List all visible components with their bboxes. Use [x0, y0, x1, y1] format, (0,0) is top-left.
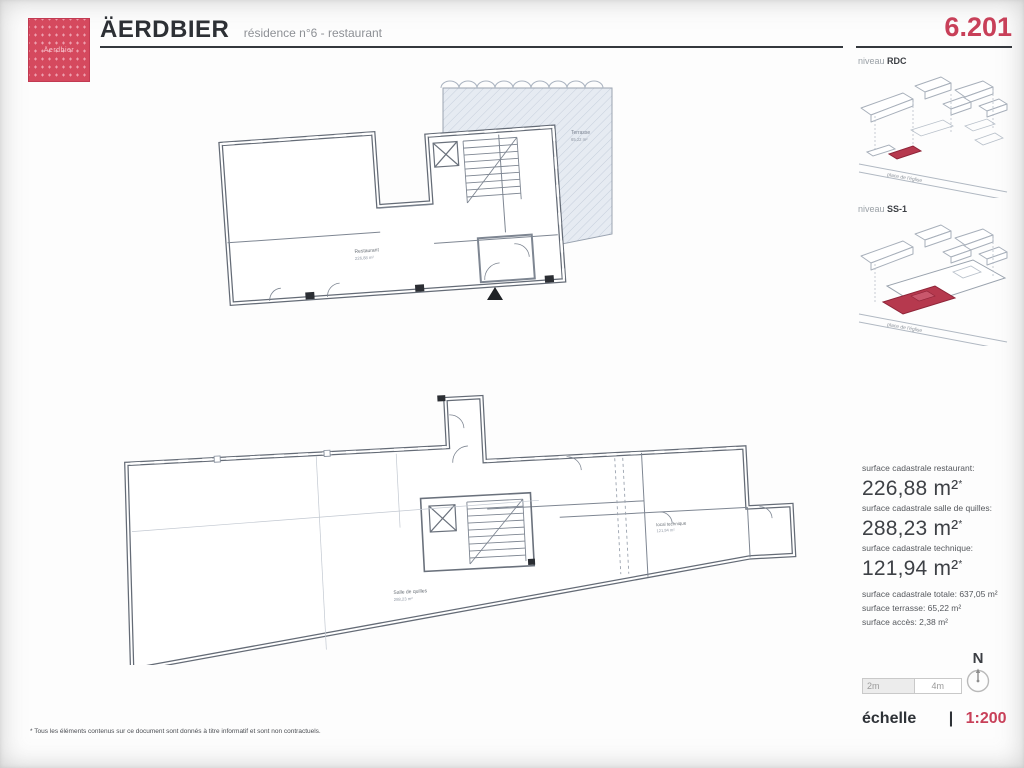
- minimap-rdc-axonometric: [855, 66, 1015, 198]
- surface-value-restaurant: 226,88 m²*: [862, 477, 963, 500]
- room-area-technique: 121,94 m²: [656, 527, 675, 534]
- page-subtitle: résidence n°6 - restaurant: [243, 26, 383, 40]
- echelle-ratio: 1:200: [965, 710, 1007, 727]
- sheet-number: 6.201: [944, 12, 1012, 42]
- terrace-label: Terrasse: [571, 130, 591, 136]
- page-title: ÄERDBIER: [100, 16, 230, 43]
- room-label-technique: local technique: [656, 520, 687, 528]
- surface-totals: [862, 589, 1017, 627]
- street-label: place de l'église: [886, 172, 923, 185]
- room-label-restaurant: Restaurant: [354, 247, 380, 255]
- surface-label: surface cadastrale restaurant:: [862, 463, 975, 473]
- compass-icon: [963, 666, 993, 694]
- minimap-ss1-label: niveau SS-1: [858, 204, 908, 214]
- aerdbier-logo: [28, 18, 90, 82]
- ss1-building: [119, 385, 799, 665]
- surface-summary: [862, 460, 1017, 627]
- header: [100, 16, 845, 44]
- minimap-rdc-label: niveau RDC: [858, 56, 907, 66]
- scale-caption: [862, 710, 1017, 728]
- terrace-area-value: 65,22 m²: [571, 137, 588, 142]
- surface-total: surface cadastrale totale: 637,05 m²: [862, 589, 998, 599]
- entrance-marker: [487, 287, 503, 300]
- header-rule-left: [100, 46, 843, 48]
- minimap-ss1-axonometric: [855, 214, 1015, 346]
- surface-label: surface cadastrale technique:: [862, 543, 974, 553]
- tree-line: [441, 81, 603, 88]
- scale-segment-2m: 2m: [863, 679, 915, 693]
- echelle-label: échelle: [862, 710, 917, 727]
- north-label: N: [972, 650, 984, 667]
- floorplan-ss1: [100, 385, 800, 665]
- disclaimer-footnote: * Tous les éléments contenus sur ce document sont donnés à titre informatif et sont non contractuels.: [30, 728, 321, 735]
- north-indicator: [962, 652, 994, 699]
- street-label: place de l'église: [886, 322, 923, 335]
- room-area-salle-de-quilles: 288,23 m²: [393, 596, 413, 603]
- echelle-separator: |: [948, 710, 954, 727]
- room-label-salle-de-quilles: Salle de quilles: [393, 588, 428, 597]
- surface-label: surface cadastrale salle de quilles:: [862, 503, 992, 513]
- graphic-scale-bar: [862, 678, 962, 694]
- surface-value-technique: 121,94 m²*: [862, 557, 963, 580]
- header-rule-right: [856, 46, 1012, 48]
- floorplan-rdc: [205, 78, 655, 328]
- scale-segment-4m: 4m: [915, 679, 962, 693]
- logo-text: Äerdbier: [43, 46, 75, 54]
- surface-terrasse: surface terrasse: 65,22 m²: [862, 603, 962, 613]
- room-area-restaurant: 226,88 m²: [354, 254, 374, 261]
- surface-value-quilles: 288,23 m²*: [862, 517, 963, 540]
- rdc-building: [221, 121, 564, 305]
- surface-acces: surface accès: 2,38 m²: [862, 617, 948, 627]
